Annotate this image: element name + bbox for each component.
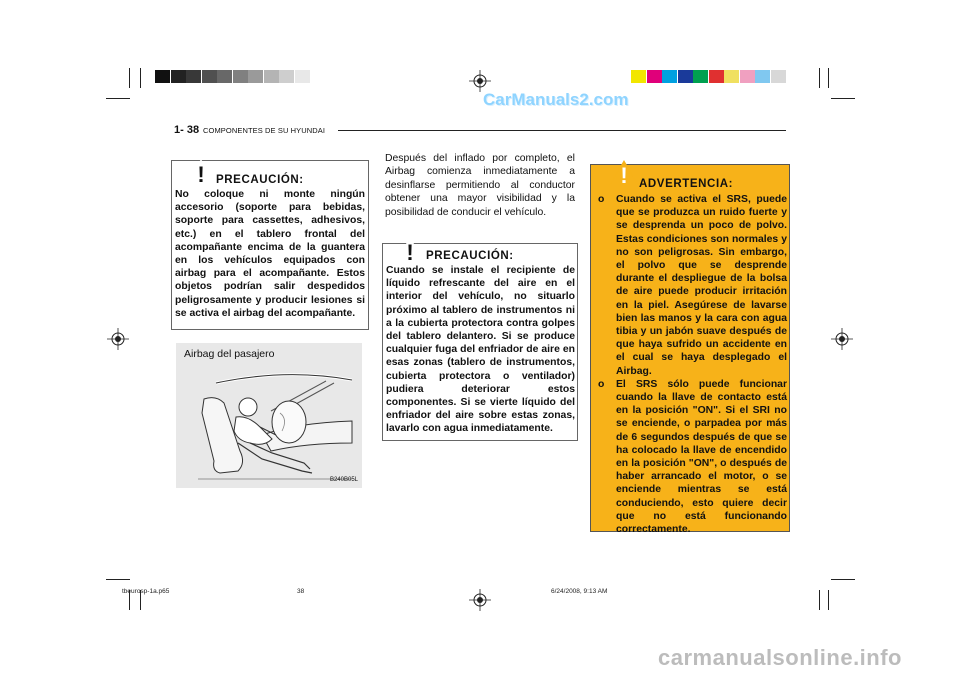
svg-text:!: ! [197,162,205,185]
gray-swatch [155,70,170,83]
warning-list [595,193,787,536]
warning-box [590,163,790,536]
page-number: 1- 38 [174,124,200,136]
header-rule [338,130,786,131]
registration-mark-icon [107,328,129,350]
color-swatch [647,70,662,83]
svg-text:!: ! [620,163,628,186]
caution-text-middle: Cuando se instale el recipiente de líquido refrescante del aire en el interior del vehículo, no situarlo próximo al tablero de instrumentos ni a la cubierta protectora contra golpes del tablero delantero. Si se produce cualquier fuga del enfriador de aire en esas zonas (tablero de instrumentos, cubierta protectora o ventilador) pudiera deteriorar estos componentes. Si se vierte líquido del enfriador del aire sobre estas zonas, lavarlo con agua inmediatamente. [386,265,575,435]
gray-swatch [233,70,248,83]
watermark-top: CarManuals2.com [483,90,629,109]
color-swatch [709,70,724,83]
color-swatch [693,70,708,83]
watermark-bottom: carmanualsonline.info [658,645,902,670]
deflation-paragraph: Después del inflado por completo, el Airbag comienza inmediatamente a desinflarse permitiendo al conductor obtener una mayor visibilidad y la posibilidad de conducir el vehículo. [385,153,575,218]
gray-swatch [202,70,217,83]
warning-title: ADVERTENCIA: [639,178,734,190]
warning-item-text: El SRS sólo puede funcionar cuando la llave de contacto está en la posición "ON". Si el SRI no se enciende, o parpadea por más de 6 segundos después de que se ha colocado la llave de encendido en la posición "ON", o después de haber arrancado el motor, o se enciende mientras se está conduciendo, esto quiere decir que no está funcionando correctamente. [616,378,787,536]
footer-page: 38 [297,588,305,595]
footer-file: tbeurosp-1a.p65 [122,588,170,595]
gray-swatch [295,70,310,83]
footer-date: 6/24/2008, 9:13 AM [551,588,608,595]
registration-mark-icon [469,70,491,92]
color-swatch [662,70,677,83]
color-swatch [755,70,770,83]
caution-box-left [171,160,369,330]
section-title: COMPONENTES DE SU HYUNDAI [203,126,326,135]
caution-title-middle: PRECAUCIÓN: [426,250,514,262]
color-swatch [631,70,646,83]
warning-triangle-icon [395,237,425,263]
airbag-figure [176,343,362,488]
gray-swatch [264,70,279,83]
color-swatch [724,70,739,83]
gray-swatch [171,70,186,83]
warning-triangle-icon [186,159,216,185]
gray-swatch [279,70,294,83]
gray-swatch [248,70,263,83]
list-item [595,193,787,378]
passenger-airbag-illustration [176,343,362,488]
color-swatch [740,70,755,83]
figure-caption: Airbag del pasajero [184,348,275,360]
color-swatch [678,70,693,83]
registration-mark-icon [831,328,853,350]
warning-triangle-icon [609,160,639,186]
bullet: o [598,378,605,390]
bullet: o [598,194,605,205]
warning-item-text: Cuando se activa el SRS, puede que se produzca un ruido fuerte y se desprenda un poco de polvo. Estas condiciones son normales y no son peligrosas. Sin embargo, el polvo que se desprende durante el despliegue de la bolsa de aire puede producir irritación en la piel. Asegúrese de lavarse bien las manos y la cara con agua tibia y un jabón suave después de que haya sufrido un accidente en el cual se haya desplegado el Airbag. [616,194,787,377]
gray-swatch [186,70,201,83]
figure-code: B240B05L [329,477,358,483]
gray-swatch [217,70,232,83]
caution-text-left: No coloque ni monte ningún accesorio (soporte para bebidas, soporte para cassettes, adhesivos, etc.) en el tablero frontal del acompañante encima de la guantera en los vehículos equipados con airbag para el acompañante. Estos objetos podrían salir despedidos peligrosamente y producir lesiones si se activa el airbag del acompañante. [175,189,365,319]
caution-title-left: PRECAUCIÓN: [216,174,304,186]
caution-box-middle [382,240,578,441]
list-item [595,378,787,536]
registration-mark-icon [469,589,491,611]
svg-text:!: ! [406,240,414,263]
color-swatch [771,70,786,83]
